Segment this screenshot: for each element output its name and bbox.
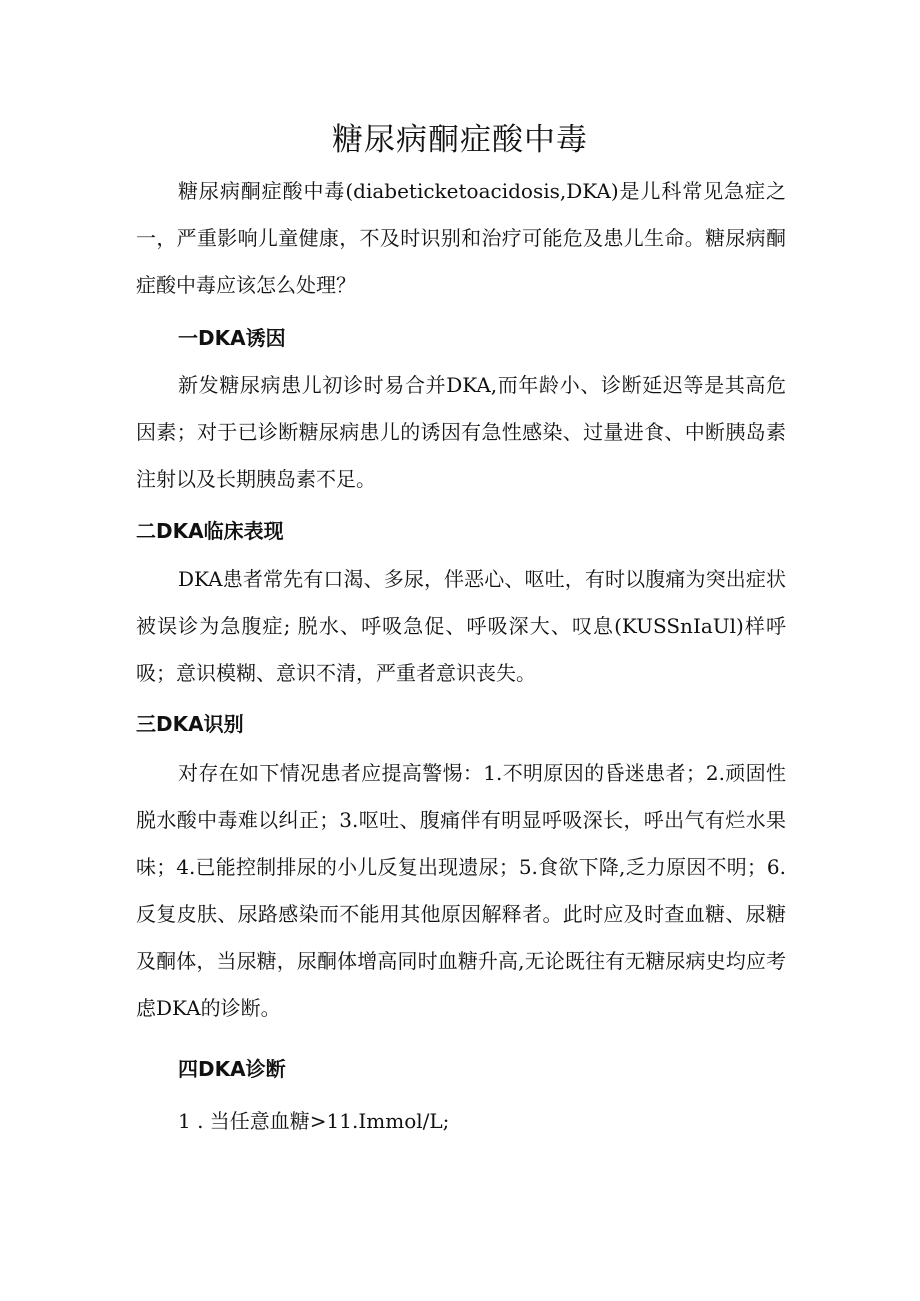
section-heading-diagnosis: 四DKA诊断 (178, 1057, 286, 1081)
section-body-identification: 对存在如下情况患者应提高警惕：1.不明原因的昏迷患者；2.顽固性脱水酸中毒难以纠正；3.呕吐、腹痛伴有明显呼吸深长，呼出气有烂水果味；4.已能控制排尿的小儿反复出现遗尿；5.食欲下降,乏力原因不明；6.反复皮肤、尿路感染而不能用其他原因解释者。此时应及时查血糖、尿糖及酮体，当尿糖，尿酮体增高同时血糖升高,无论既往有无糖尿病史均应考虑DKA的诊断。 (136, 761, 786, 1020)
intro-paragraph: 糖尿病酮症酸中毒(diabeticketoacidosis,DKA)是儿科常见急症之一，严重影响儿童健康，不及时识别和治疗可能危及患儿生命。糖尿病酮症酸中毒应该怎么处理？ (136, 179, 786, 297)
section-heading-identification: 三DKA识别 (136, 712, 244, 736)
page-title: 糖尿病酮症酸中毒 (332, 122, 588, 158)
section-body-diagnosis: 1 . 当任意血糖>11.Immol/L; (178, 1109, 450, 1133)
section-heading-clinical: 二DKA临床表现 (136, 519, 284, 543)
section-heading-causes: 一DKA诱因 (178, 326, 286, 350)
section-body-clinical: DKA患者常先有口渴、多尿，伴恶心、呕吐，有时以腹痛为突出症状被误诊为急腹症; 脱水、呼吸急促、呼吸深大、叹息(KUSSnIaUl)样呼吸；意识模糊、意识不清，严重者意识丧失。 (136, 567, 786, 685)
section-body-causes: 新发糖尿病患儿初诊时易合并DKA,而年龄小、诊断延迟等是其高危因素；对于已诊断糖尿病患儿的诱因有急性感染、过量进食、中断胰岛素注射以及长期胰岛素不足。 (136, 373, 786, 491)
